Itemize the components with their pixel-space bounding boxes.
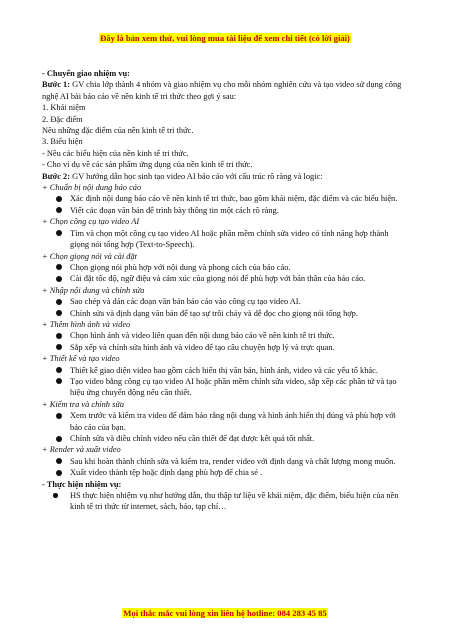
section-title: + Chọn công cụ tạo video AI <box>42 217 140 227</box>
bullet-text: Thiết kế giao diện video bao gồm cách hiển thị văn bản, hình ảnh, video và các yếu tố khác. <box>70 365 378 375</box>
section-title: + Thiết kế và tạo video <box>42 354 120 364</box>
bullet-dot-icon <box>56 413 62 419</box>
section-title: + Render và xuất video <box>42 445 121 455</box>
bullet-text: HS thực hiện nhiệm vụ như hướng dẫn, thu thập tư liệu về khái niệm, đặc điểm, biểu hiện của nền kinh tế tri thức từ internet, sách, báo, tạp chí… <box>70 491 399 512</box>
section-title: + Chuẩn bị nội dung báo cáo <box>42 183 142 193</box>
bullet-dot-icon <box>56 230 62 236</box>
bullet-dot-icon <box>56 196 62 202</box>
bullet-text: Xác định nội dung báo cáo về nền kinh tế tri thức, bao gồm khái niệm, đặc điểm và các biểu hiện. <box>70 194 398 204</box>
bullet-text: Xuất video thành tệp hoặc định dạng phù hợp để chia sẻ . <box>70 468 263 478</box>
bullet-dot-icon <box>56 436 62 442</box>
document-body <box>42 68 408 513</box>
step-2 <box>42 171 408 182</box>
bullet-text: Chỉnh sửa và điều chỉnh video nếu cần thiết để đạt được kết quả tốt nhất. <box>70 434 315 443</box>
heading-do-task: - Thực hiện nhiệm vụ: <box>42 479 122 489</box>
bullet-text: Chọn giọng nói phù hợp với nội dung và phong cách của báo cáo. <box>70 262 291 272</box>
bullet-text: Viết các đoạn văn bản để trình bày thông tin một cách rõ ràng. <box>70 205 279 215</box>
bullet-text: Sau khi hoàn thành chỉnh sửa và kiểm tra, render video với định dạng và chất lượng mong muốn. <box>70 456 396 466</box>
preview-banner-text: Đây là bản xem thử, vui lòng mua tài liệu để xem chi tiết (có lời giải) <box>100 33 350 43</box>
list-line: - Nêu các biểu hiện của nền kinh tế tri thức. <box>42 148 189 158</box>
bullet-item <box>42 205 408 216</box>
bullet-dot-icon <box>56 378 62 384</box>
bullet-item <box>42 365 408 376</box>
preview-banner <box>0 33 450 43</box>
bullet-text: Chỉnh sửa và định dạng văn bản để tạo sự trôi chảy và dễ đọc cho giọng nói tổng hợp. <box>70 308 358 318</box>
bullet-item <box>42 296 408 307</box>
bullet-dot-icon <box>56 458 62 464</box>
bullet-item <box>42 376 408 399</box>
bullet-text: Tìm và chọn một công cụ tạo video AI hoặc phần mềm chỉnh sửa video có tính năng hợp thành giọng nói tổng hợp (Text-to-Speech). <box>70 228 389 250</box>
bullet-item <box>42 330 408 341</box>
bullet-item <box>42 342 408 353</box>
bullet-text: Sao chép và dán các đoạn văn bản báo cáo vào công cụ tạo video AI. <box>70 297 301 307</box>
bullet-item <box>42 410 408 433</box>
bullet-item <box>42 433 408 444</box>
bullet-text: Chọn hình ảnh và video liên quan đến nội dung báo cáo về nền kinh tế tri thức. <box>70 331 335 341</box>
bullet-dot-icon <box>56 344 62 350</box>
bullet-item <box>42 490 408 513</box>
step-1-text: GV chia lớp thành 4 nhóm và giao nhiệm vụ cho mỗi nhóm nghiên cứu và tạo video sử dụng công nghệ AI bài báo cáo về nền kinh tế tri thức theo gợi ý sau: <box>42 80 402 101</box>
list-line: 2. Đặc điểm <box>42 114 83 124</box>
bullet-item <box>42 262 408 273</box>
bullet-text: Xem trước và kiểm tra video để đảm bảo rằng nội dung và hình ảnh hiển thị đúng và phù hợp với báo cáo của bạn. <box>70 411 396 432</box>
bullet-dot-icon <box>56 470 62 476</box>
bullet-text: Cài đặt tốc độ, ngữ điệu và cảm xúc của giọng nói để phù hợp với bản thân của báo cáo. <box>70 274 366 284</box>
list-line: 1. Khái niệm <box>42 103 86 113</box>
bullet-dot-icon <box>53 493 58 498</box>
list-line: - Cho ví dụ về các sản phẩm ứng dụng của nền kinh tế tri thức. <box>42 160 253 170</box>
hotline-footer <box>0 608 450 618</box>
section-title: + Kiểm tra và chỉnh sửa <box>42 399 125 409</box>
bullet-text: Tạo video bằng công cụ tạo video AI hoặc phần mềm chỉnh sửa video, sắp xếp các phần tử và tạo hiệu ứng chuyển động nếu cần thiết. <box>70 376 397 398</box>
hotline-text: Mọi thắc mắc vui lòng xin liên hệ hotline: 084 283 45 85 <box>123 608 327 618</box>
step-1 <box>42 79 408 102</box>
bullet-item <box>42 193 408 204</box>
bullet-dot-icon <box>56 264 62 270</box>
step-1-label: Bước 1: <box>42 80 71 90</box>
bullet-dot-icon <box>56 207 62 213</box>
bullet-item <box>42 228 408 251</box>
bullet-dot-icon <box>56 367 62 373</box>
step-2-text: GV hướng dẫn học sinh tạo video AI báo cáo với cấu trúc rõ ràng và logic: <box>70 171 323 181</box>
section-title: + Nhập nội dung và chỉnh sửa <box>42 285 145 295</box>
list-line: 3. Biểu hiện <box>42 137 83 147</box>
bullet-item <box>42 456 408 467</box>
bullet-dot-icon <box>56 333 62 339</box>
bullet-dot-icon <box>56 299 62 305</box>
bullet-dot-icon <box>56 310 62 316</box>
bullet-text: Sắp xếp và chỉnh sửa hình ảnh và video để tạo câu chuyện hợp lý và trực quan. <box>70 342 335 352</box>
heading-assign-task: - Chuyển giao nhiệm vụ: <box>42 69 130 78</box>
bullet-item <box>42 273 408 284</box>
bullet-dot-icon <box>56 276 62 282</box>
bullet-item <box>42 467 408 478</box>
section-title: + Thêm hình ảnh và video <box>42 319 131 329</box>
list-line: Nêu những đặc điểm của nền kinh tế tri thức. <box>42 126 194 136</box>
bullet-item <box>42 308 408 319</box>
step-2-label: Bước 2: <box>42 171 71 181</box>
section-title: + Chọn giọng nói và cài đặt <box>42 251 137 261</box>
